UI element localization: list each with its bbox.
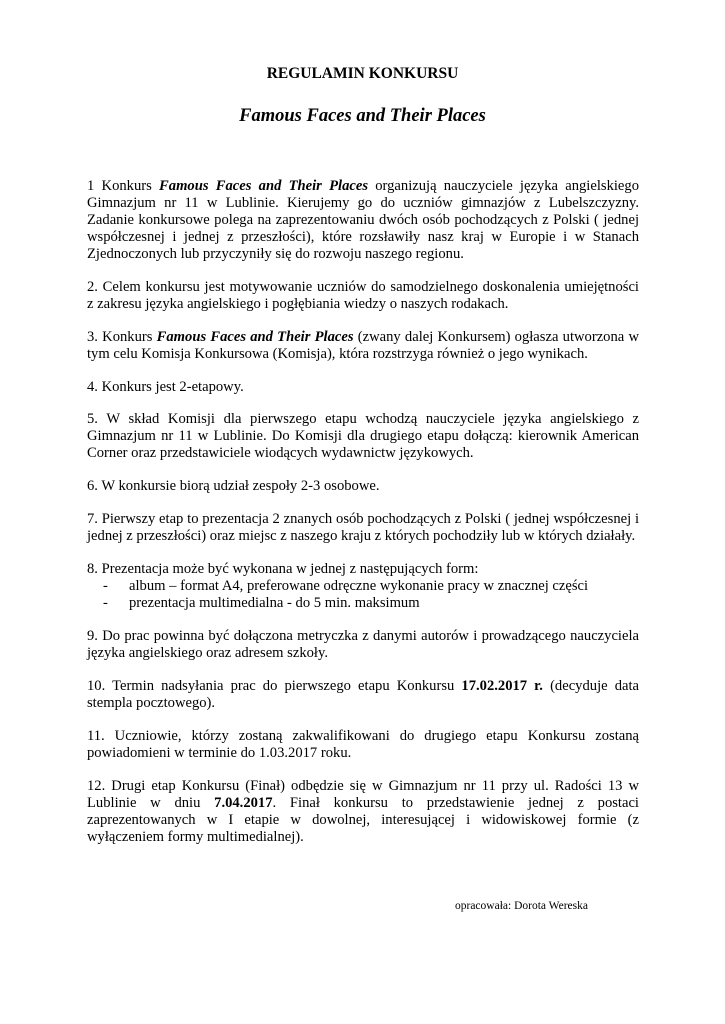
- paragraph-1: [87, 178, 639, 263]
- author-signature: opracowała: Dorota Wereska: [455, 900, 588, 912]
- paragraph-10-text-a: 10. Termin nadsyłania prac do pierwszego etapu Konkursu: [87, 678, 462, 694]
- paragraph-12-text-c: . Finał konkursu to przedstawienie jednej z postaci zaprezentowanych w I etapie w dowolnej, interesującej i widowiskowej formie (z wyłączeniem formy multimedialnej).: [87, 795, 639, 845]
- paragraph-8: [87, 561, 639, 612]
- paragraph-6: 6. W konkursie biorą udział zespoły 2-3 osobowe.: [87, 478, 380, 494]
- paragraph-9: 9. Do prac powinna być dołączona metryczka z danymi autorów i prowadzącego nauczyciela języka angielskiego oraz adresem szkoły.: [87, 628, 639, 661]
- paragraph-8-intro: 8. Prezentacja może być wykonana w jednej z następujących form:: [87, 561, 479, 577]
- paragraph-3-text-c: (zwany dalej Konkursem) ogłasza utworzona w tym celu Komisja Konkursowa (Komisja), która rozstrzyga również o jego wynikach.: [87, 329, 639, 362]
- final-date: 7.04.2017: [214, 795, 273, 811]
- presentation-forms-list: [87, 578, 639, 612]
- paragraph-4: 4. Konkurs jest 2-etapowy.: [87, 379, 244, 395]
- deadline-date: 17.02.2017 r.: [461, 678, 543, 694]
- list-dash: -: [103, 578, 108, 594]
- paragraph-3-text-a: 3. Konkurs: [87, 329, 157, 345]
- list-item-text: album – format A4, preferowane odręczne wykonanie pracy w znacznej części: [129, 578, 589, 594]
- paragraph-12: [87, 778, 639, 846]
- list-dash: -: [103, 595, 108, 611]
- document-subtitle: Famous Faces and Their Places: [239, 106, 486, 126]
- paragraph-1-text-a: 1 Konkurs: [87, 178, 160, 194]
- paragraph-7: 7. Pierwszy etap to prezentacja 2 znanych osób pochodzących z Polski ( jednej współczesnej i jednej z przeszłości) oraz miejsc z naszego kraju z których pochodziły lub w których działały.: [87, 511, 639, 544]
- list-item: [87, 578, 639, 595]
- document-title: REGULAMIN KONKURSU: [266, 65, 459, 82]
- paragraph-10: [87, 678, 639, 712]
- paragraph-3: [87, 329, 639, 363]
- contest-name-emphasis: Famous Faces and Their Places: [159, 178, 368, 194]
- paragraph-12-text-a: 12. Drugi etap Konkursu (Finał) odbędzie się w Gimnazjum nr 11 przy ul. Radości 13 w Lublinie w dniu: [87, 778, 639, 811]
- list-item: [87, 595, 639, 612]
- list-item-text: prezentacja multimedialna - do 5 min. maksimum: [129, 595, 420, 611]
- paragraph-11: 11. Uczniowie, którzy zostaną zakwalifikowani do drugiego etapu Konkursu zostaną powiadomieni w terminie do 1.03.2017 roku.: [87, 728, 639, 761]
- regulations-body: [87, 178, 639, 862]
- contest-name-emphasis: Famous Faces and Their Places: [156, 329, 354, 345]
- paragraph-5: 5. W skład Komisji dla pierwszego etapu wchodzą nauczyciele języka angielskiego z Gimnazjum nr 11 w Lublinie. Do Komisji dla drugiego etapu dołączą: kierownik American Corner oraz przedstawiciele wiodących wydawnictw językowych.: [87, 411, 639, 461]
- paragraph-2: 2. Celem konkursu jest motywowanie uczniów do samodzielnego doskonalenia umiejętności z zakresu języka angielskiego i pogłębiania wiedzy o naszych rodakach.: [87, 279, 639, 312]
- paragraph-10-text-c: (decyduje data stempla pocztowego).: [87, 678, 639, 711]
- paragraph-1-text-c: organizują nauczyciele języka angielskiego Gimnazjum nr 11 w Lublinie. Kierujemy go do uczniów gimnazjów z Lubelszczyzny. Zadanie konkursowe polega na zaprezentowaniu dwóch osób pochodzących z Polski ( jednej współczesnej i jednej z przeszłości), które rozsławiły nasz kraj w Europie i w Stanach Zjednoczonych lub przyczyniły się do rozwoju naszego regionu.: [87, 178, 639, 262]
